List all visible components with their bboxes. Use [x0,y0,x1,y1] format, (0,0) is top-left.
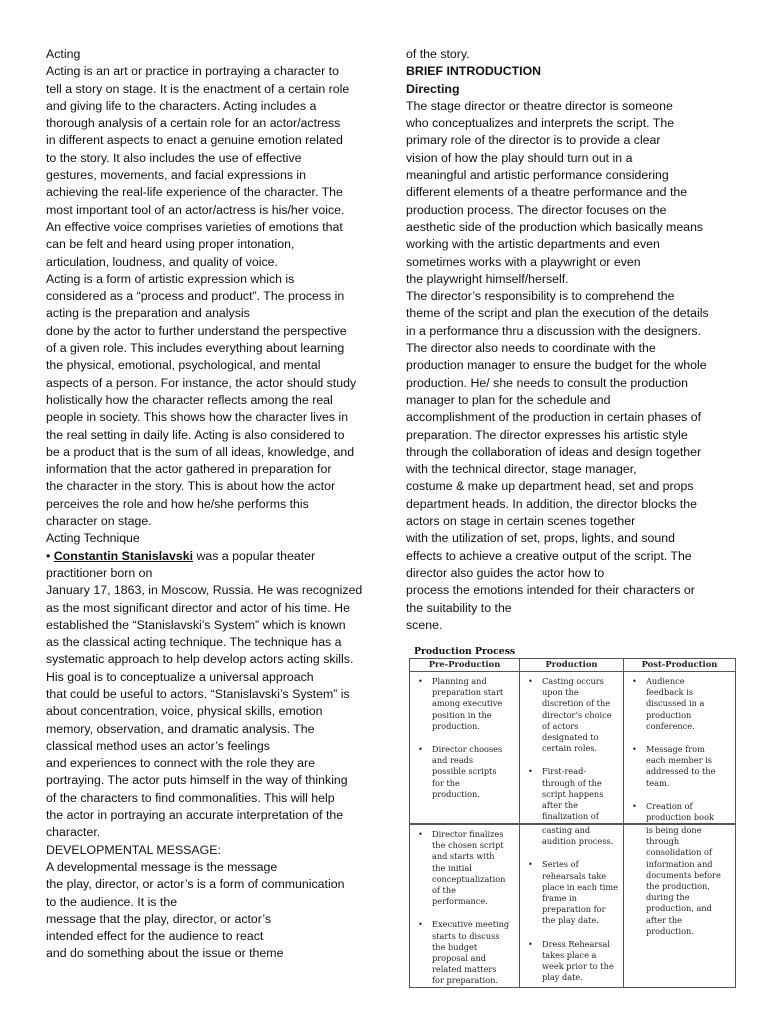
text-line: be a product that is the sum of all ideas, knowledge, and [46,444,355,459]
text-line: through the collaboration of ideas and design together [406,444,702,459]
table-list-line: discussed in a [646,698,705,709]
table-list-line: addressed to the [646,766,716,777]
table-list-line: team. [646,777,670,788]
text-line: message that the play, director, or actor’s [46,911,272,926]
acting-section [46,46,368,530]
table-list-line: the production, [646,881,710,892]
stanislavski-section [46,565,368,842]
table-list-line: takes place a [542,949,597,960]
table-list-line: rehearsals take [542,870,607,881]
text-line: gestures, movements, and facial expressions in [46,168,307,183]
table-list-line: • Director finalizes [432,829,504,839]
table-list-line: • Director chooses [432,744,503,755]
table-list-item [410,744,519,800]
text-line: aspects of a person. For instance, the actor should study [46,375,357,390]
table-list-line: week prior to the [542,961,614,972]
table-list-line: production. [432,788,480,799]
text-line: effects to achieve a creative output of the script. The [406,548,692,563]
directing-section [406,98,736,634]
table-list-line: discretion of the [542,698,611,709]
text-line: production manager to ensure the budget for the whole [406,358,707,373]
text-line: the character in the story. This is about how the actor [46,479,336,494]
table-list-line: casting and [542,825,591,835]
table-list-line: among executive [432,698,503,709]
table-list-line: • First-read- [542,766,587,777]
table-list-item [520,859,623,926]
text-line: the play, director, or actor’s is a form of communication [46,877,345,892]
text-line: A developmental message is the message [46,859,278,874]
table-list-line: the chosen script [432,840,504,851]
production-cell [520,672,624,824]
table-list-line: position in the [432,709,492,720]
acting-technique-heading: Acting Technique [46,531,140,546]
table-list-line: related matters [432,964,497,975]
header-post-production: Post-Production [624,659,736,672]
text-line: working with the artistic departments and even [406,237,660,252]
text-line: production. He/ she needs to consult the production [406,375,689,390]
table-list-item [410,919,519,986]
table-row [410,825,736,988]
text-line: The director’s responsibility is to comprehend the [406,289,675,304]
table-list-line: through [646,836,680,847]
text-line: January 17, 1863, in Moscow, Russia. He was recognized [46,583,363,598]
text-line: people in society. This shows how the character lives in [46,410,349,425]
pre-production-cell [410,672,520,824]
text-line: the physical, emotional, psychological, and mental [46,358,321,373]
text-line: vision of how the play should turn out in a [406,150,633,165]
text-line: the real setting in daily life. Acting is also considered to [46,427,345,442]
story-continuation: of the story. [406,47,470,61]
brief-introduction-heading: BRIEF INTRODUCTION [406,64,542,79]
table-list-line: preparation start [432,687,504,698]
table-list-line: of actors [542,720,579,731]
text-line: Acting [46,47,81,61]
table-list-line: frame in [542,893,577,904]
table-header-row [410,659,736,672]
text-line: considered as a “process and product”. The process in [46,289,345,304]
stanislavski-rest: was a popular theater [193,548,316,563]
table-list-line: place in each time [542,881,618,892]
right-column [406,46,736,634]
table-title: Production Process [414,646,516,657]
table-list-line: the initial [432,862,472,873]
text-line: His goal is to conceptualize a universal approach [46,669,314,684]
text-line: with the utilization of set, props, lights, and sound [406,531,675,546]
table-list-item [624,744,735,789]
text-line: character on stage. [46,514,152,529]
text-line: process the emotions intended for their characters or [406,583,695,598]
header-pre-production: Pre-Production [410,659,520,672]
text-line: Acting is an art or practice in portraying a character to [46,64,339,79]
text-line: as the classical acting technique. The technique has a [46,635,342,650]
table-list-item [410,829,519,907]
text-line: perceives the role and how he/she performs this [46,496,309,511]
text-line: thorough analysis of a certain role for an actor/actress [46,116,341,131]
table-list-line: consolidation of [646,847,712,858]
header-production: Production [520,659,624,672]
table-list-line: production [646,709,692,720]
text-line: practitioner born on [46,565,153,580]
directing-heading: Directing [406,81,460,96]
table-list-line: feedback is [646,687,694,698]
developmental-message-heading: DEVELOPMENTAL MESSAGE: [46,842,221,857]
text-line: who conceptualizes and interprets the script. The [406,116,675,131]
text-line: classical method uses an actor’s feelings [46,738,270,753]
table-list-line: and reads [432,755,474,766]
production-cell [520,825,624,988]
table-list-line: • Message from [646,744,705,755]
text-line: achieving the real-life experience of the character. The [46,185,343,200]
text-line: memory, observation, and dramatic analysis. The [46,721,315,736]
table-list-line: director’s choice [542,709,612,720]
stanislavski-bullet-line [46,548,368,565]
table-list-line: is being done [646,825,702,835]
text-line: aesthetic side of the production which basically means [406,219,704,234]
table-list-line: the budget [432,941,478,952]
table-list-line: designated to [542,732,599,743]
table-list-line: of the [432,885,456,896]
text-line: tell a story on stage. It is the enactment of a certain role [46,81,350,96]
table-list-line: • Dress Rehearsal [542,938,610,949]
table-list-line: possible scripts [432,766,497,777]
text-line: and do something about the issue or theme [46,946,284,961]
text-line: portraying. The actor puts himself in the way of thinking [46,773,348,788]
text-line: to the story. It also includes the use of effective [46,150,302,165]
table-list-line: • Casting occurs [542,676,604,686]
table-list-item [624,825,735,937]
text-line: different elements of a theatre performance and the [406,185,688,200]
table-list-line: starts to discuss [432,930,500,941]
text-line: costume & make up department head, set and props [406,479,694,494]
text-line: director also guides the actor how to [406,565,605,580]
text-line: as the most significant director and actor of his time. He [46,600,350,615]
text-line: Acting is a form of artistic expression which is [46,271,295,286]
text-line: An effective voice comprises varieties of emotions that [46,219,343,234]
text-line: the suitability to the [406,600,512,615]
production-process-table-part-2 [409,824,736,988]
table-list-line: and starts with [432,851,495,862]
table-list-line: • Creation of [646,800,693,811]
text-line: the playwright himself/herself. [406,271,569,286]
table-list-item [520,766,623,822]
table-list-item [410,676,519,732]
text-line: established the “Stanislavski’s System” which is known [46,617,346,632]
table-list-line: audition process. [542,836,614,847]
table-list-line: for the [432,777,460,788]
table-row [410,672,736,824]
text-line: The director also needs to coordinate with the [406,341,656,356]
text-line: of the characters to find commonalities. This will help [46,790,335,805]
table-list-line: • Audience [646,676,685,686]
text-line: sometimes works with a playwright or even [406,254,641,269]
text-line: manager to plan for the schedule and [406,392,611,407]
table-list-line: certain roles. [542,743,598,754]
text-line: in different aspects to enact a genuine emotion related [46,133,343,148]
text-line: and giving life to the characters. Acting includes a [46,98,317,113]
table-list-line: for preparation. [432,975,499,986]
table-list-line: finalization of [542,811,599,822]
table-list-line: • Series of [542,859,579,870]
table-list-line: each member is [646,755,712,766]
text-line: of a given role. This includes everything about learning [46,341,345,356]
text-line: done by the actor to further understand the perspective [46,323,347,338]
text-line: production process. The director focuses on the [406,202,667,217]
text-line: holistically how the character reflects among the real [46,392,333,407]
table-list-line: through of the [542,777,602,788]
text-line: acting is the preparation and analysis [46,306,250,321]
production-process-table-part-1 [409,658,736,824]
text-line: theme of the script and plan the execution of the details [406,306,709,321]
text-line: in a performance thru a discussion with the designers. [406,323,702,338]
table-list-item [520,825,623,847]
text-line: with the technical director, stage manager, [406,462,637,477]
table-list-line: script happens [542,788,604,799]
text-line: systematic approach to help develop actors acting skills. [46,652,354,667]
table-list-line: conceptualization [432,873,506,884]
text-line: articulation, loudness, and quality of voice. [46,254,278,269]
text-line: actors on stage in certain scenes together [406,514,636,529]
text-line: information that the actor gathered in preparation for [46,462,332,477]
table-list-line: preparation for [542,904,606,915]
text-line: that could be useful to actors. “Stanislavski’s System” is [46,686,350,701]
stanislavski-link[interactable]: Constantin Stanislavski [53,548,194,563]
table-list-line: conference. [646,720,695,731]
text-line: preparation. The director expresses his artistic style [406,427,688,442]
table-list-line: • Planning and [432,676,487,686]
left-column [46,46,368,963]
text-line: primary role of the director is to provide a clear [406,133,661,148]
text-line: intended effect for the audience to react [46,929,264,944]
text-line: most important tool of an actor/actress is his/her voice. [46,202,345,217]
table-list-line: the play date. [542,915,599,926]
table-list-line: after the [542,800,578,811]
text-line: and experiences to connect with the role they are [46,756,315,771]
text-line: accomplishment of the production in certain phases of [406,410,702,425]
post-production-cell [624,825,736,988]
text-line: can be felt and heard using proper intonation, [46,237,295,252]
table-list-item [624,801,735,823]
table-list-item [520,939,623,984]
table-list-line: performance. [432,896,488,907]
text-line: department heads. In addition, the director blocks the [406,496,697,511]
table-list-line: production book [646,812,714,823]
table-list-line: upon the [542,687,579,698]
table-list-line: production. [646,925,694,936]
table-list-line: during the [646,892,690,903]
table-list-line: • Executive meeting [432,919,510,930]
table-list-item [624,676,735,732]
pre-production-cell [410,825,520,988]
bullet-glyph: • [46,548,51,563]
table-list-item [520,676,623,754]
table-list-line: after the [646,914,682,925]
text-line: to the audience. It is the [46,894,178,909]
table-list-line: production. [432,720,480,731]
table-list-line: proposal and [432,953,486,964]
text-line: character. [46,825,101,840]
developmental-message-section [46,859,368,963]
table-list-line: documents before [646,869,721,880]
table-list-line: information and [646,858,713,869]
post-production-cell [624,672,736,824]
table-list-line: play date. [542,972,583,983]
text-line: scene. [406,617,443,632]
table-list-line: production, and [646,903,712,914]
text-line: the actor in portraying an accurate interpretation of the [46,808,344,823]
text-line: meaningful and artistic performance considering [406,168,669,183]
text-line: about concentration, voice, physical skills, emotion [46,704,323,719]
text-line: The stage director or theatre director is someone [406,98,673,113]
